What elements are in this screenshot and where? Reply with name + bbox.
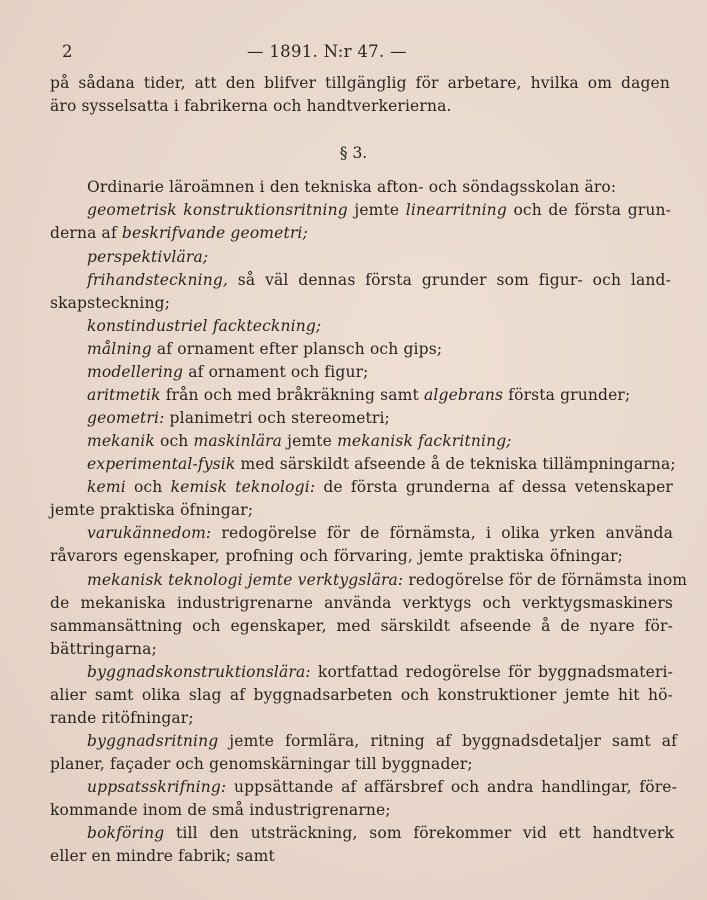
text-run: jemte praktiska öfningar;: [50, 501, 254, 519]
text-run: till den utsträckning, som förekommer vid ett handtverk: [164, 824, 674, 842]
text-run: bättringarna;: [50, 640, 157, 658]
text-line: [50, 755, 473, 773]
text-line: [87, 824, 674, 842]
text-line: [50, 709, 194, 727]
italic-term: byggnadskonstruktionslära:: [87, 663, 311, 681]
text-run: äro sysselsatta i fabrikerna och handtverkerierna.: [50, 97, 452, 115]
italic-term: kemisk teknologi:: [170, 478, 316, 496]
text-line: [87, 317, 321, 335]
italic-term: mekanisk fackritning;: [337, 432, 512, 450]
italic-term: experimental-fysik: [87, 455, 236, 473]
text-run: eller en mindre fabrik; samt: [50, 847, 275, 865]
text-line: [50, 294, 170, 312]
italic-term: maskinlära: [193, 432, 283, 450]
text-line: [50, 617, 673, 635]
italic-term: konstindustriel fackteckning;: [87, 317, 322, 335]
text-run: och: [125, 478, 171, 496]
text-run: så väl dennas första grunder som figur- och land-: [227, 271, 671, 289]
text-line: [87, 363, 369, 381]
text-run: kortfattad redogörelse för byggnadsmateri-: [310, 663, 673, 681]
running-title: — 1891. N:r 47. —: [247, 42, 407, 61]
text-run: på sådana tider, att den blifver tillgänglig för arbetare, hvilka om dagen: [50, 74, 670, 92]
italic-term: geometrisk konstruktionsritning: [87, 201, 348, 219]
text-run: de mekaniska industrigrenarne använda verktygs och verktygsmaskiners: [50, 594, 673, 612]
italic-term: modellering: [87, 363, 184, 381]
text-run: från och med bråkräkning samt: [160, 386, 424, 404]
italic-term: uppsatsskrifning:: [87, 778, 227, 796]
page-number: 2: [62, 42, 73, 61]
text-run: kommande inom de små industrigrenarne;: [50, 801, 391, 819]
text-line: [87, 732, 677, 750]
text-run: af ornament efter plansch och gips;: [151, 340, 443, 358]
text-line: [50, 501, 253, 519]
italic-term: bokföring: [87, 824, 165, 842]
text-run: jemte formlära, ritning af byggnadsdetaljer samt af: [218, 732, 677, 750]
italic-term: beskrifvande geometri;: [121, 224, 308, 242]
italic-term: perspektivlära;: [87, 248, 209, 266]
text-run: med särskildt afseende å de tekniska tillämpningarna;: [235, 455, 676, 473]
italic-term: mekanisk teknologi jemte verktygslära:: [87, 571, 404, 589]
italic-term: linearritning: [405, 201, 507, 219]
italic-term: mekanik: [87, 432, 155, 450]
text-line: [50, 594, 673, 612]
text-line: [87, 455, 676, 473]
text-line: [50, 640, 157, 658]
text-run: och de första grun-: [506, 201, 671, 219]
text-run: och: [154, 432, 194, 450]
text-run: jemte: [282, 432, 338, 450]
text-line: [87, 271, 671, 289]
italic-term: geometri:: [87, 409, 165, 427]
text-run: derna af: [50, 224, 122, 242]
text-line: [50, 547, 623, 565]
text-line: [87, 778, 677, 796]
text-run: af ornament och figur;: [183, 363, 369, 381]
italic-term: aritmetik: [87, 386, 161, 404]
text-run: jemte: [347, 201, 406, 219]
text-run: råvarors egenskaper, profning och förvaring, jemte praktiska öfningar;: [50, 547, 623, 565]
text-line: [87, 178, 616, 196]
text-run: sammansättning och egenskaper, med särskildt afseende å de nyare för-: [50, 617, 673, 635]
text-run: rande ritöfningar;: [50, 709, 194, 727]
text-run: första grunder;: [503, 386, 631, 404]
text-run: skapsteckning;: [50, 294, 171, 312]
text-line: [50, 686, 673, 704]
italic-term: byggnadsritning: [87, 732, 219, 750]
text-line: [87, 386, 631, 404]
text-line: [87, 340, 442, 358]
text-line: [50, 801, 391, 819]
italic-term: kemi: [87, 478, 126, 496]
text-run: de första grunderna af dessa vetenskaper: [315, 478, 673, 496]
text-run: uppsättande af affärsbref och andra handlingar, före-: [226, 778, 677, 796]
text-line: [87, 409, 390, 427]
text-line: [87, 663, 673, 681]
text-run: redogörelse för de förnämsta inom: [403, 571, 688, 589]
italic-term: målning: [87, 340, 152, 358]
text-run: planer, façader och genomskärningar till byggnader;: [50, 755, 473, 773]
italic-term: frihandsteckning,: [87, 271, 228, 289]
page-header: [62, 42, 662, 66]
text-line: [50, 97, 452, 115]
text-line: [50, 224, 308, 242]
text-line: [50, 74, 670, 92]
text-run: redogörelse för de förnämsta, i olika yrken använda: [211, 524, 673, 542]
text-line: [87, 524, 673, 542]
text-run: planimetri och stereometri;: [164, 409, 390, 427]
italic-term: algebrans: [424, 386, 504, 404]
text-line: [87, 432, 512, 450]
text-line: [87, 571, 688, 589]
text-run: alier samt olika slag af byggnadsarbeten och konstruktioner jemte hit hö-: [50, 686, 673, 704]
section-heading: § 3.: [339, 144, 368, 162]
text-line: [87, 201, 671, 219]
italic-term: varukännedom:: [87, 524, 212, 542]
text-line: [87, 478, 673, 496]
text-run: Ordinarie läroämnen i den tekniska afton- och söndagsskolan äro:: [87, 178, 617, 196]
text-line: [87, 248, 208, 266]
text-line: [50, 847, 275, 865]
